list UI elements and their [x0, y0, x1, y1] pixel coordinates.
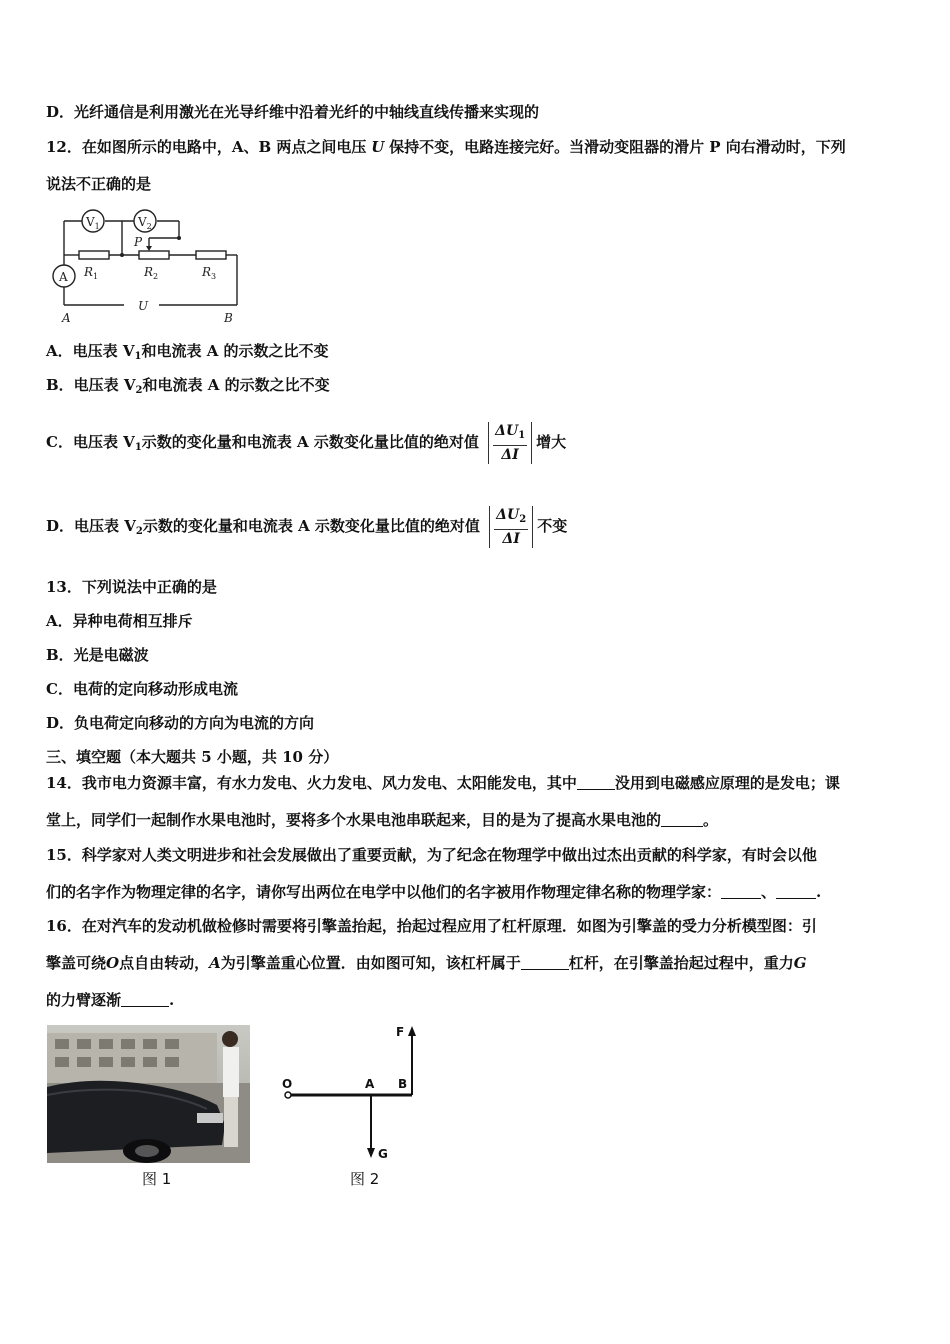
q11-option-d: D．光纤通信是利用激光在光导纤维中沿着光纤的中轴线直线传播来实现的: [46, 103, 540, 121]
svg-text:B: B: [398, 1077, 408, 1091]
figure-2-caption: 图 2: [350, 1170, 380, 1188]
q16-line2: 擎盖可绕O点自由转动，A为引擎盖重心位置．由如图可知，该杠杆属于 杠杆，在引擎盖抬起过程中，重力G: [46, 954, 807, 972]
q12-option-c: C．电压表 $V_1$示数的变化量和电流表 A 示数变化量比值的绝对值 $\frac{\Delta U_1}{\Delta I}$ 增大: [46, 423, 567, 463]
svg-text:F: F: [396, 1025, 405, 1039]
q12-option-b: B．电压表 $V_2$和电流表 A 的示数之比不变: [46, 376, 330, 396]
svg-text:A: A: [62, 311, 71, 325]
q15-blank-2[interactable]: [776, 884, 816, 899]
q14-line2: 堂上，同学们一起制作水果电池时，要将多个水果电池串联起来，目的是为了提高水果电池的 。: [46, 811, 719, 829]
section-heading: 三、填空题（本大题共 5 小题，共 10 分）: [46, 748, 339, 766]
q15-line2: 们的名字作为物理定律的名字，请你写出两位在电学中以他们的名字被用作物理定律名称的物理学家： 、 .: [46, 883, 822, 901]
q13-stem: 13．下列说法中正确的是: [46, 578, 217, 596]
circuit-diagram: [44, 205, 249, 327]
lever-diagram: [278, 1022, 423, 1167]
q16-line1: 16．在对汽车的发动机做检修时需要将引擎盖抬起，抬起过程应用了杠杆原理．如图为引擎盖的受力分析模型图：引: [46, 917, 817, 935]
svg-text:V2: $V_2$: [138, 215, 152, 231]
svg-text:U: U: [138, 299, 149, 313]
q16-line3: 的力臂逐渐 .: [46, 991, 175, 1009]
q13-option-c: C．电荷的定向移动形成电流: [46, 680, 238, 698]
svg-text:A: A: [365, 1077, 375, 1091]
svg-text:R2: $R_2$: [144, 265, 159, 281]
q13-option-b: B．光是电磁波: [46, 646, 149, 664]
q12-option-d: D．电压表 $V_2$示数的变化量和电流表 A 示数变化量比值的绝对值 $\frac{\Delta U_2}{\Delta I}$ 不变: [46, 507, 568, 547]
car-photo: [47, 1025, 250, 1163]
q12-stem-line1: 12．在如图所示的电路中，A、B 两点之间电压 U 保持不变，电路连接完好。当滑动变阻器的滑片 P 向右滑动时，下列: [46, 138, 846, 156]
q16-blank-2[interactable]: [121, 992, 169, 1007]
svg-text:P: P: [134, 235, 143, 249]
svg-text:V1: $V_1$: [86, 215, 100, 231]
q14-line1: 14．我市电力资源丰富，有水力发电、火力发电、风力发电、太阳能发电，其中 没用到电磁感应原理的是发电；课: [46, 774, 840, 792]
svg-text:B: B: [224, 311, 233, 325]
svg-text:R1: $R_1$: [84, 265, 99, 281]
resistor-r1: [79, 251, 109, 259]
q15-blank-1[interactable]: [721, 884, 761, 899]
q16-blank-1[interactable]: [521, 955, 569, 970]
q12-option-a: A．电压表 $V_1$和电流表 A 的示数之比不变: [46, 342, 329, 362]
fraction-du1-di: $\frac{\Delta U_1}{\Delta I}$: [488, 422, 532, 464]
figure-1-caption: 图 1: [142, 1170, 172, 1188]
svg-text:G: G: [378, 1147, 388, 1161]
q12-stem-line2: 说法不正确的是: [46, 175, 152, 193]
svg-text:A: A: [59, 270, 68, 284]
svg-text:O: O: [282, 1077, 293, 1091]
fraction-du2-di: $\frac{\Delta U_2}{\Delta I}$: [489, 506, 533, 548]
pivot-o: [285, 1092, 291, 1098]
q14-blank-1[interactable]: [577, 775, 615, 790]
q13-option-a: A．异种电荷相互排斥: [46, 612, 193, 630]
q14-blank-2[interactable]: [661, 812, 703, 827]
q15-line1: 15．科学家对人类文明进步和社会发展做出了重要贡献，为了纪念在物理学中做出过杰出贡献的科学家，有时会以他: [46, 846, 817, 864]
q13-option-d: D．负电荷定向移动的方向为电流的方向: [46, 714, 315, 732]
resistor-r3: [196, 251, 226, 259]
svg-text:R3: $R_3$: [202, 265, 217, 281]
resistor-r2: [139, 251, 169, 259]
